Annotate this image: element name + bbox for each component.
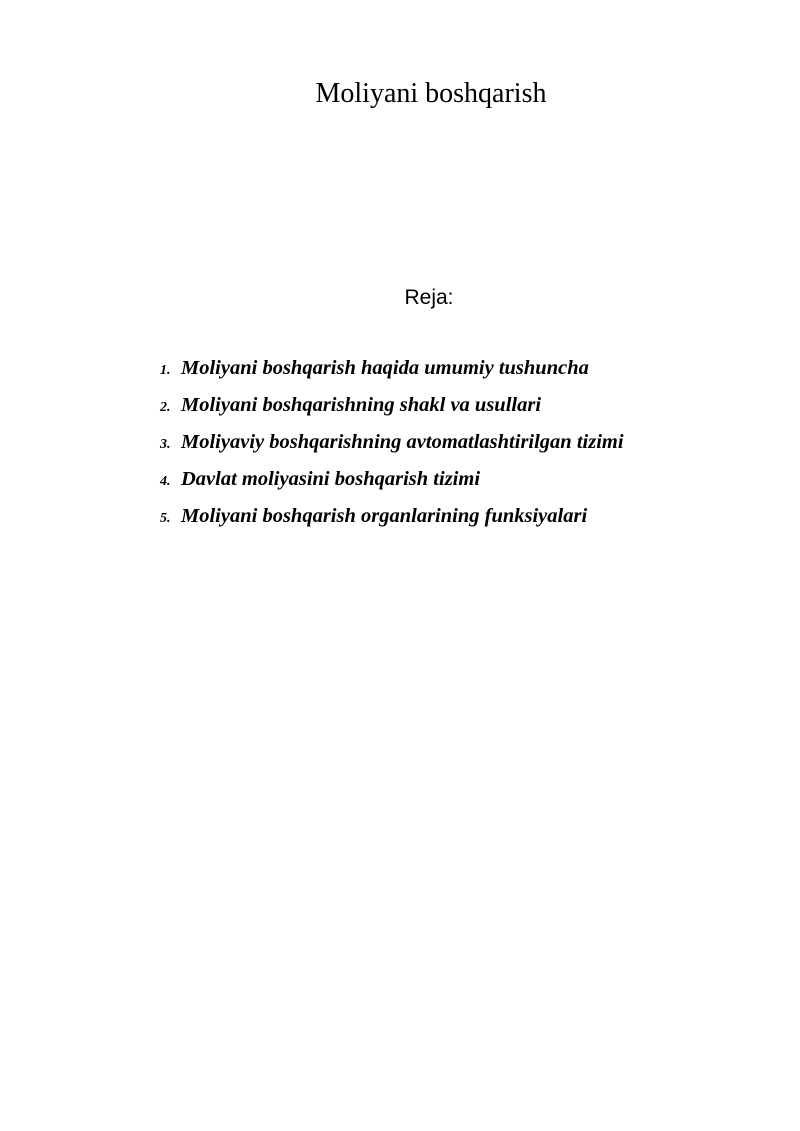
- plan-item-number: 3.: [160, 437, 171, 452]
- plan-item-text: Moliyani boshqarish haqida umumiy tushuncha: [181, 357, 589, 379]
- plan-item-number: 4.: [160, 474, 171, 489]
- plan-item-number: 5.: [160, 511, 171, 526]
- plan-item-text: Moliyaviy boshqarishning avtomatlashtirilgan tizimi: [181, 431, 624, 453]
- plan-list: [160, 354, 624, 539]
- plan-item-text: Davlat moliyasini boshqarish tizimi: [181, 468, 481, 490]
- plan-item-number: 2.: [160, 400, 171, 415]
- plan-item-number: 1.: [160, 363, 171, 378]
- plan-item: [160, 465, 624, 502]
- plan-item-text: Moliyani boshqarishning shakl va usullari: [181, 394, 542, 416]
- plan-item-text: Moliyani boshqarish organlarining funksiyalari: [181, 505, 588, 527]
- plan-heading: Reja:: [404, 286, 454, 309]
- plan-item: [160, 428, 624, 465]
- plan-item: [160, 354, 624, 391]
- document-title: Moliyani boshqarish: [315, 78, 547, 109]
- plan-item: [160, 502, 624, 539]
- plan-item: [160, 391, 624, 428]
